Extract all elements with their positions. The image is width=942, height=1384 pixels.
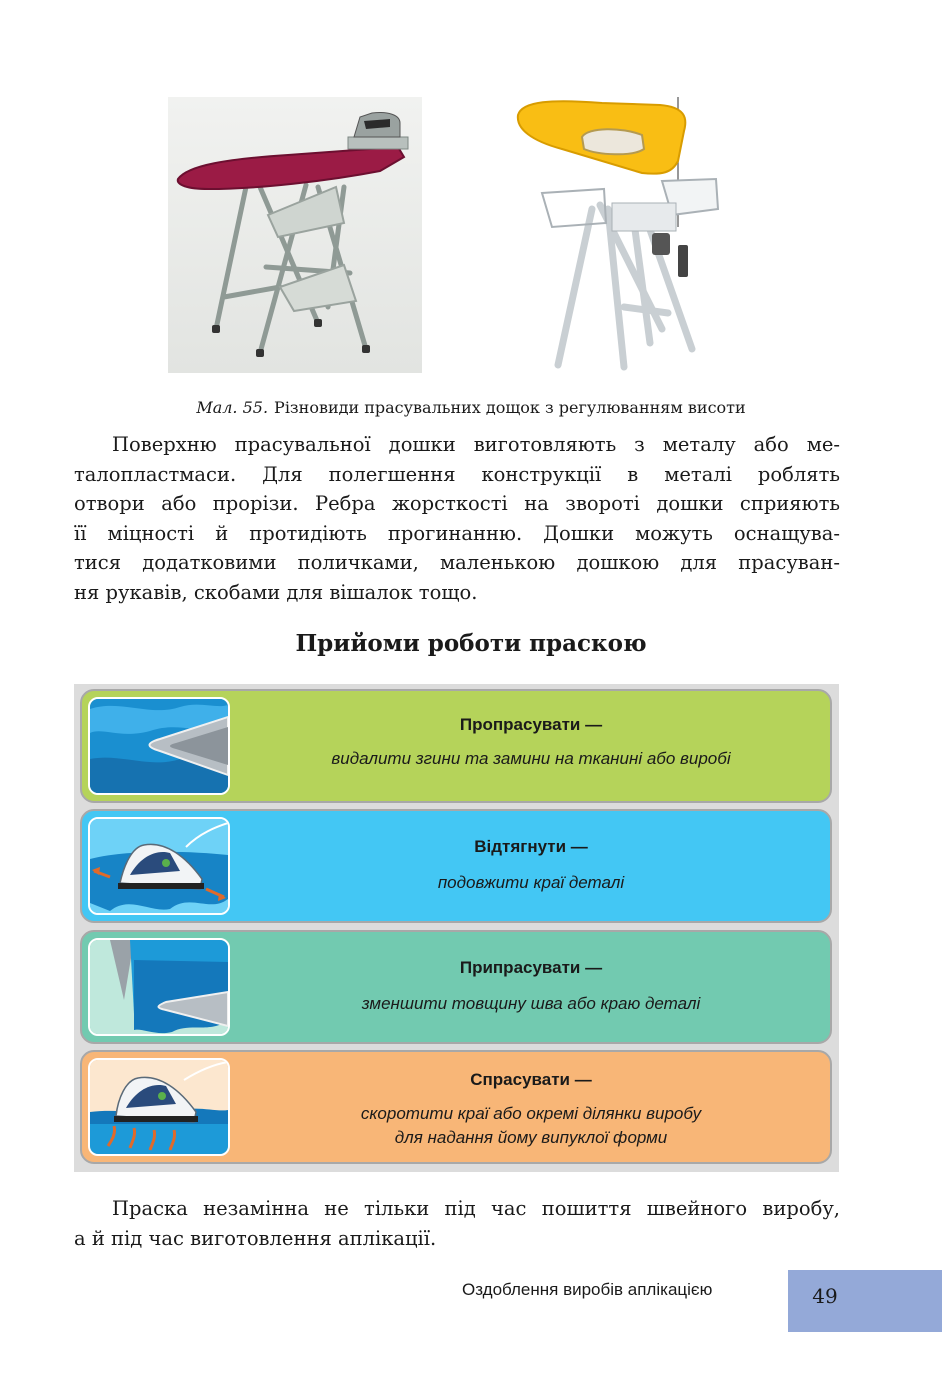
section-heading: Прийоми роботи праскою <box>295 630 647 657</box>
technique-term: Відтягнути — <box>474 837 588 856</box>
paragraph-ironing-board <box>74 430 840 607</box>
paragraph-line: Поверхню прасувальної дошки виготовляють з металу або ме- <box>112 433 840 456</box>
technique-card-stretching <box>80 809 832 923</box>
figure-caption-text: Різновиди прасувальних дощок з регулюванням висоти <box>274 398 746 417</box>
iron-stretching-illustration <box>88 817 230 915</box>
technique-description: для надання йому випуклої форми <box>394 1128 668 1147</box>
iron-shrinking-illustration <box>88 1058 230 1156</box>
figure-number: Мал. 55. <box>196 398 269 417</box>
technique-term: Припрасувати — <box>459 958 603 977</box>
paragraph-iron-usage <box>74 1194 840 1253</box>
paragraph-line: тися додатковими поличками, маленькою дошкою для прасуван- <box>74 551 840 574</box>
page-number-box <box>788 1270 942 1332</box>
ironing-board-photo-yellow <box>512 97 722 375</box>
ironing-board-photo-burgundy <box>168 97 422 373</box>
paragraph-line: а й під час виготовлення аплікації. <box>74 1226 437 1250</box>
technique-card-shrinking <box>80 1050 832 1164</box>
technique-card-pressing-seam <box>80 930 832 1044</box>
ironing-techniques-panel <box>74 684 839 1172</box>
technique-term: Пропрасувати — <box>459 715 603 734</box>
technique-description: видалити згини та замини на тканині або виробі <box>331 749 731 768</box>
paragraph-line: талопластмаси. Для полегшення конструкції в металі роблять <box>74 462 840 486</box>
fabric-iron-illustration <box>88 697 230 795</box>
paragraph-line: Праска незамінна не тільки під час пошиття швейного виробу, <box>112 1197 840 1220</box>
technique-description: подовжити краї деталі <box>437 873 625 892</box>
paragraph-line: отвори або прорізи. Ребра жорсткості на звороті дошки сприяють <box>74 492 840 515</box>
technique-description: зменшити товщину шва або краю деталі <box>361 994 701 1013</box>
seam-pressing-illustration <box>88 938 230 1036</box>
figure-caption <box>0 398 942 417</box>
technique-term: Спрасувати — <box>470 1070 592 1089</box>
page-number: 49 <box>812 1284 838 1308</box>
technique-description: скоротити краї або окремі ділянки виробу <box>360 1104 702 1123</box>
paragraph-line: її міцності й протидіють прогинанню. Дошки можуть оснащува- <box>74 521 840 545</box>
paragraph-line: ня рукавів, скобами для вішалок тощо. <box>74 580 478 604</box>
technique-card-propressing <box>80 689 832 803</box>
running-footer-section: Оздоблення виробів аплікацією <box>462 1280 713 1299</box>
